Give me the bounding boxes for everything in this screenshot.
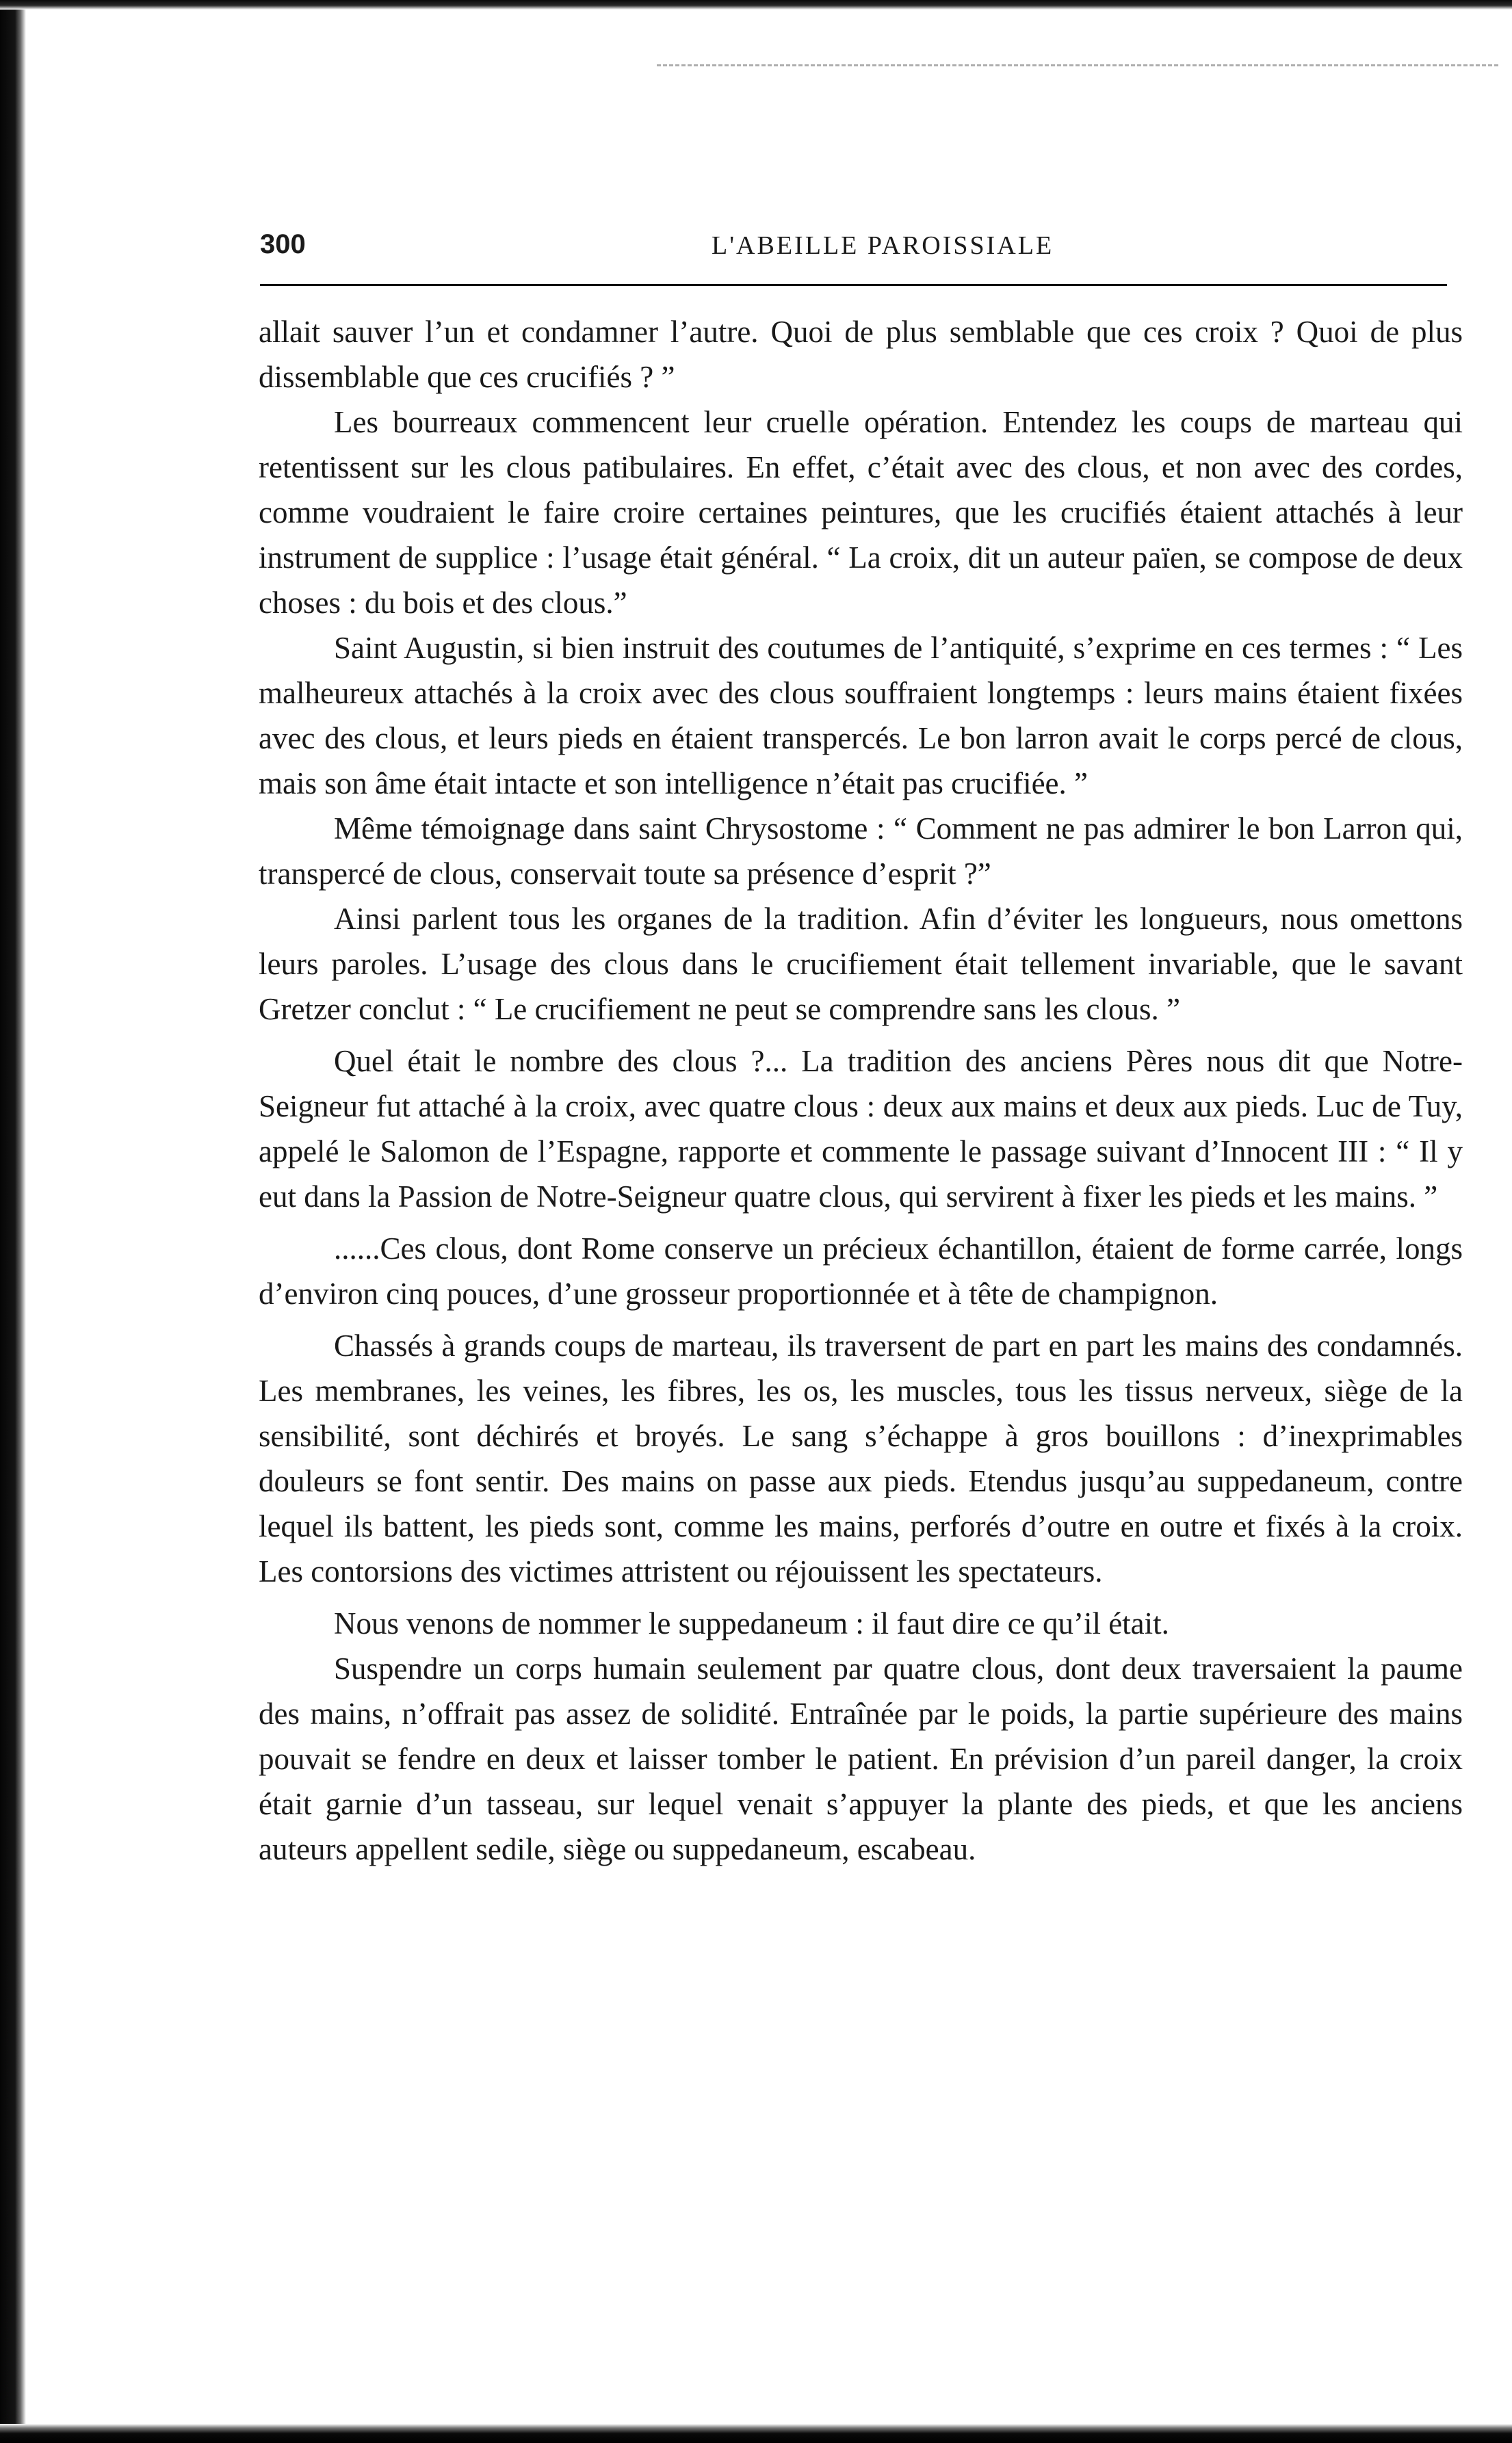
paragraph-9: Nous venons de nommer le suppedaneum : il faut dire ce qu’il était. <box>334 1606 1169 1641</box>
scan-edge-left <box>0 0 26 2443</box>
scan-edge-top <box>0 0 1512 10</box>
paragraph-3: Saint Augustin, si bien instruit des coutumes de l’antiquité, s’exprime en ces termes : “ Les malheureux attachés à la croix avec des clous souffraient longtemps : leurs mains étaient fixées avec des clous, et leurs pieds en étaient transpercés. Le bon larron avait le corps percé de clous, mais son âme était intacte et son intelligence n’était pas crucifiée. ” <box>259 631 1463 800</box>
header-title: L'ABEILLE PAROISSIALE <box>712 231 1054 260</box>
page-number: 300 <box>260 229 306 259</box>
paragraph-4: Même témoignage dans saint Chrysostome : “ Comment ne pas admirer le bon Larron qui, transpercé de clous, conservait toute sa présence d’esprit ?” <box>259 811 1463 891</box>
scan-artifact-line <box>657 64 1498 66</box>
paragraph-10: Suspendre un corps humain seulement par quatre clous, dont deux traversaient la paume des mains, n’offrait pas assez de solidité. Entraînée par le poids, la partie supérieure des mains pouvait se fendre en deux et laisser tomber le patient. En prévision d’un pareil danger, la croix était garnie d’un tasseau, sur lequel venait s’appuyer la plante des pieds, et que les anciens auteurs appellent sedile, siège ou suppedaneum, escabeau. <box>259 1651 1463 1866</box>
text-body <box>259 309 1463 1872</box>
paragraph-1: allait sauver l’un et condamner l’autre. Quoi de plus semblable que ces croix ? Quoi de plus dissemblable que ces crucifiés ? ” <box>259 315 1463 394</box>
paragraph-8: Chassés à grands coups de marteau, ils traversent de part en part les mains des condamnés. Les membranes, les veines, les fibres, les os, les muscles, tous les tissus nerveux, siège de la sensibilité, sont déchirés et broyés. Le sang s’échappe à gros bouillons : d’inexprimables douleurs se font sentir. Des mains on passe aux pieds. Etendus jusqu’au suppedaneum, contre lequel ils battent, les pieds sont, comme les mains, perforés d’outre en outre et fixés à la croix. Les contorsions des victimes attristent ou réjouissent les spectateurs. <box>259 1329 1463 1589</box>
running-head <box>260 229 1447 270</box>
paragraph-7: ......Ces clous, dont Rome conserve un précieux échantillon, étaient de forme carrée, longs d’environ cinq pouces, d’une grosseur proportionnée et à tête de champignon. <box>259 1231 1463 1311</box>
paragraph-5: Ainsi parlent tous les organes de la tradition. Afin d’éviter les longueurs, nous omettons leurs paroles. L’usage des clous dans le crucifiement était tellement invariable, que le savant Gretzer conclut : “ Le crucifiement ne peut se comprendre sans les clous. ” <box>259 902 1463 1026</box>
paragraph-6: Quel était le nombre des clous ?... La tradition des anciens Pères nous dit que Notre-Seigneur fut attaché à la croix, avec quatre clous : deux aux mains et deux aux pieds. Luc de Tuy, appelé le Salomon de l’Espagne, rapporte et commente le passage suivant d’Innocent III : “ Il y eut dans la Passion de Notre-Seigneur quatre clous, qui servirent à fixer les pieds et les mains. ” <box>259 1044 1463 1214</box>
scan-edge-bottom <box>0 2424 1512 2443</box>
paragraph-2: Les bourreaux commencent leur cruelle opération. Entendez les coups de marteau qui retentissent sur les clous patibulaires. En effet, c’était avec des clous, et non avec des cordes, comme voudraient le faire croire certaines peintures, que les crucifiés étaient attachés à leur instrument de supplice : l’usage était général. “ La croix, dit un auteur païen, se compose de deux choses : du bois et des clous.” <box>259 405 1463 620</box>
header-rule <box>260 284 1447 286</box>
